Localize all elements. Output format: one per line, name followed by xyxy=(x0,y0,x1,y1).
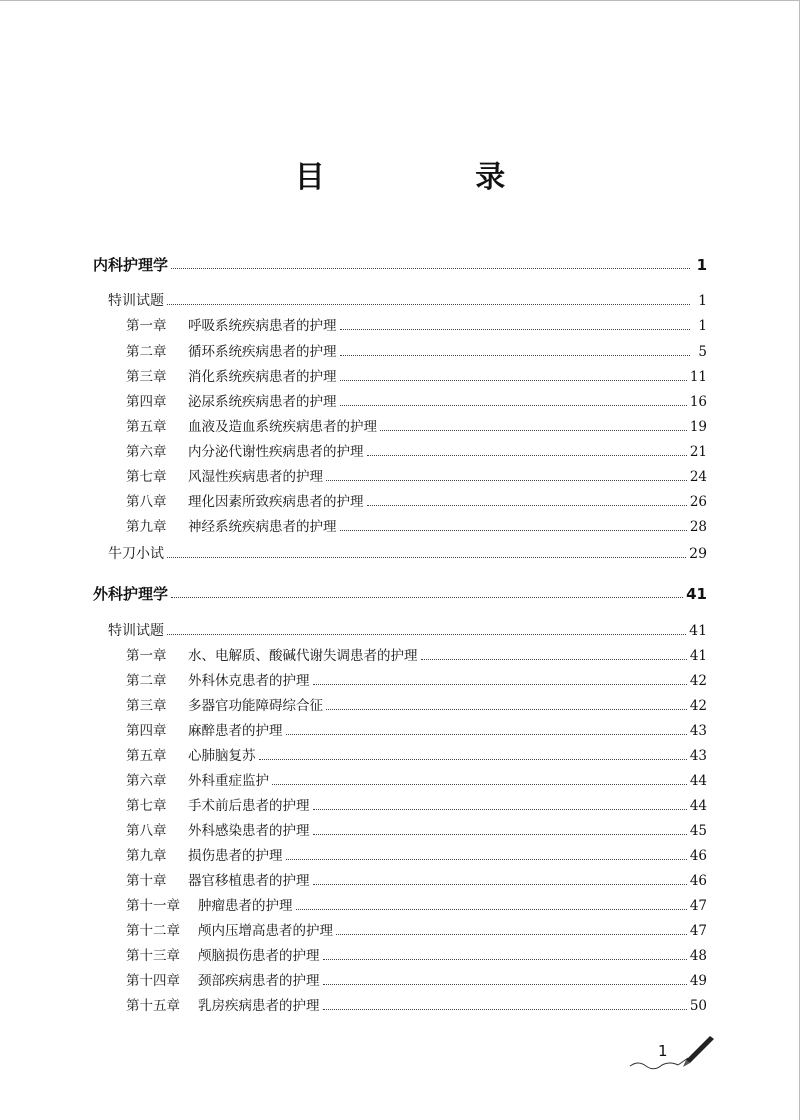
entry-page-number: 42 xyxy=(689,698,707,714)
entry-page-number: 16 xyxy=(689,394,707,410)
entry-page-number: 48 xyxy=(689,948,707,964)
entry-title: 外科休克患者的护理 xyxy=(188,673,310,689)
toc-chapter-row[interactable] xyxy=(126,393,707,411)
dot-leader xyxy=(313,683,687,685)
chapter-number: 第十四章 xyxy=(126,973,180,989)
dot-leader xyxy=(340,529,687,531)
chapter-number: 第九章 xyxy=(126,519,167,535)
entry-title: 消化系统疾病患者的护理 xyxy=(188,369,337,385)
chapter-number: 第三章 xyxy=(126,369,167,385)
dot-leader xyxy=(421,658,687,660)
toc-chapter-row[interactable] xyxy=(126,317,707,335)
entry-title: 颅内压增高患者的护理 xyxy=(198,923,333,939)
entry-title: 内分泌代谢性疾病患者的护理 xyxy=(188,444,364,460)
entry-title: 颈部疾病患者的护理 xyxy=(198,973,320,989)
dot-leader xyxy=(171,596,683,598)
entry-title: 损伤患者的护理 xyxy=(188,848,283,864)
entry-page-number: 47 xyxy=(689,923,707,939)
pen-signature-icon xyxy=(628,1034,718,1074)
entry-page-number: 24 xyxy=(689,469,707,485)
dot-leader xyxy=(296,908,687,910)
dot-leader xyxy=(340,404,687,406)
entry-page-number: 46 xyxy=(689,848,707,864)
entry-title: 特训试题 xyxy=(108,293,164,309)
toc-subsection-row[interactable] xyxy=(108,545,707,563)
entry-page-number: 41 xyxy=(689,623,707,639)
entry-title: 泌尿系统疾病患者的护理 xyxy=(188,394,337,410)
dot-leader xyxy=(326,479,687,481)
entry-page-number: 19 xyxy=(689,419,707,435)
toc-chapter-row[interactable] xyxy=(126,872,707,890)
chapter-number: 第十二章 xyxy=(126,923,180,939)
chapter-number: 第九章 xyxy=(126,848,167,864)
toc-chapter-row[interactable] xyxy=(126,772,707,790)
entry-title: 肿瘤患者的护理 xyxy=(198,898,293,914)
entry-title: 神经系统疾病患者的护理 xyxy=(188,519,337,535)
toc-chapter-row[interactable] xyxy=(126,847,707,865)
dot-leader xyxy=(367,454,687,456)
toc-chapter-row[interactable] xyxy=(126,468,707,486)
toc-chapter-row[interactable] xyxy=(126,922,707,940)
chapter-number: 第五章 xyxy=(126,748,167,764)
dot-leader xyxy=(326,708,687,710)
dot-leader xyxy=(167,556,686,558)
chapter-number: 第四章 xyxy=(126,394,167,410)
chapter-number: 第十一章 xyxy=(126,898,180,914)
toc-chapter-row[interactable] xyxy=(126,997,707,1015)
entry-page-number: 21 xyxy=(689,444,707,460)
page-number: 1 xyxy=(658,1042,668,1060)
toc-chapter-row[interactable] xyxy=(126,368,707,386)
toc-chapter-row[interactable] xyxy=(126,747,707,765)
entry-page-number: 26 xyxy=(689,494,707,510)
chapter-number: 第十三章 xyxy=(126,948,180,964)
entry-page-number: 45 xyxy=(689,823,707,839)
chapter-number: 第一章 xyxy=(126,648,167,664)
toc-subsection-row[interactable] xyxy=(108,622,707,640)
dot-leader xyxy=(171,267,690,269)
dot-leader xyxy=(340,328,691,330)
entry-title: 手术前后患者的护理 xyxy=(188,798,310,814)
entry-page-number: 50 xyxy=(689,998,707,1014)
dot-leader xyxy=(323,1008,687,1010)
toc-chapter-row[interactable] xyxy=(126,418,707,436)
toc-chapter-row[interactable] xyxy=(126,518,707,536)
page-title: 目 录 xyxy=(294,160,576,195)
dot-leader xyxy=(259,758,687,760)
entry-title: 风湿性疾病患者的护理 xyxy=(188,469,323,485)
dot-leader xyxy=(313,833,687,835)
toc-chapter-row[interactable] xyxy=(126,897,707,915)
toc-chapter-row[interactable] xyxy=(126,493,707,511)
dot-leader xyxy=(272,783,687,785)
entry-page-number: 28 xyxy=(689,519,707,535)
entry-page-number: 49 xyxy=(689,973,707,989)
entry-title: 呼吸系统疾病患者的护理 xyxy=(188,318,337,334)
entry-title: 内科护理学 xyxy=(93,256,169,274)
entry-page-number: 43 xyxy=(689,723,707,739)
toc-chapter-row[interactable] xyxy=(126,672,707,690)
toc-chapter-row[interactable] xyxy=(126,722,707,740)
dot-leader xyxy=(340,354,691,356)
toc-chapter-row[interactable] xyxy=(126,343,707,361)
entry-page-number: 29 xyxy=(689,546,707,562)
entry-page-number: 1 xyxy=(696,256,707,274)
entry-title: 麻醉患者的护理 xyxy=(188,723,283,739)
toc-chapter-row[interactable] xyxy=(126,797,707,815)
entry-title: 多器官功能障碍综合征 xyxy=(188,698,323,714)
toc-chapter-row[interactable] xyxy=(126,822,707,840)
entry-page-number: 11 xyxy=(689,369,707,385)
chapter-number: 第二章 xyxy=(126,673,167,689)
entry-title: 特训试题 xyxy=(108,623,164,639)
chapter-number: 第五章 xyxy=(126,419,167,435)
chapter-number: 第八章 xyxy=(126,823,167,839)
chapter-number: 第七章 xyxy=(126,798,167,814)
entry-page-number: 44 xyxy=(689,798,707,814)
dot-leader xyxy=(167,303,690,305)
chapter-number: 第六章 xyxy=(126,773,167,789)
entry-page-number: 1 xyxy=(698,318,707,334)
chapter-number: 第七章 xyxy=(126,469,167,485)
entry-title: 血液及造血系统疾病患者的护理 xyxy=(188,419,377,435)
entry-title: 理化因素所致疾病患者的护理 xyxy=(188,494,364,510)
chapter-number: 第二章 xyxy=(126,344,167,360)
entry-page-number: 41 xyxy=(689,648,707,664)
toc-section-row[interactable] xyxy=(93,585,707,603)
entry-title: 颅脑损伤患者的护理 xyxy=(198,948,320,964)
entry-page-number: 43 xyxy=(689,748,707,764)
entry-page-number: 42 xyxy=(689,673,707,689)
page-number-area xyxy=(628,1034,718,1074)
toc-subsection-row[interactable] xyxy=(108,292,707,310)
entry-title: 水、电解质、酸碱代谢失调患者的护理 xyxy=(188,648,418,664)
toc-section-row[interactable] xyxy=(93,256,707,274)
chapter-number: 第四章 xyxy=(126,723,167,739)
dot-leader xyxy=(286,858,687,860)
entry-title: 外科重症监护 xyxy=(188,773,269,789)
dot-leader xyxy=(313,883,687,885)
toc-chapter-row[interactable] xyxy=(126,697,707,715)
entry-title: 器官移植患者的护理 xyxy=(188,873,310,889)
entry-page-number: 47 xyxy=(689,898,707,914)
toc-chapter-row[interactable] xyxy=(126,947,707,965)
entry-page-number: 5 xyxy=(698,344,707,360)
chapter-number: 第一章 xyxy=(126,318,167,334)
entry-title: 乳房疾病患者的护理 xyxy=(198,998,320,1014)
chapter-number: 第十五章 xyxy=(126,998,180,1014)
entry-page-number: 41 xyxy=(686,585,707,603)
dot-leader xyxy=(340,379,687,381)
dot-leader xyxy=(167,633,686,635)
chapter-number: 第八章 xyxy=(126,494,167,510)
dot-leader xyxy=(313,808,687,810)
dot-leader xyxy=(323,983,687,985)
entry-page-number: 1 xyxy=(698,293,707,309)
entry-title: 心肺脑复苏 xyxy=(188,748,256,764)
dot-leader xyxy=(286,733,687,735)
entry-page-number: 46 xyxy=(689,873,707,889)
entry-title: 循环系统疾病患者的护理 xyxy=(188,344,337,360)
chapter-number: 第十章 xyxy=(126,873,167,889)
dot-leader xyxy=(367,504,687,506)
page-border-top xyxy=(0,0,800,1)
entry-title: 外科感染患者的护理 xyxy=(188,823,310,839)
chapter-number: 第三章 xyxy=(126,698,167,714)
entry-title: 外科护理学 xyxy=(93,585,169,603)
dot-leader xyxy=(380,429,687,431)
toc-chapter-row[interactable] xyxy=(126,647,707,665)
dot-leader xyxy=(336,933,687,935)
entry-page-number: 44 xyxy=(689,773,707,789)
toc-chapter-row[interactable] xyxy=(126,443,707,461)
dot-leader xyxy=(323,958,687,960)
chapter-number: 第六章 xyxy=(126,444,167,460)
toc-chapter-row[interactable] xyxy=(126,972,707,990)
entry-title: 牛刀小试 xyxy=(108,546,164,562)
